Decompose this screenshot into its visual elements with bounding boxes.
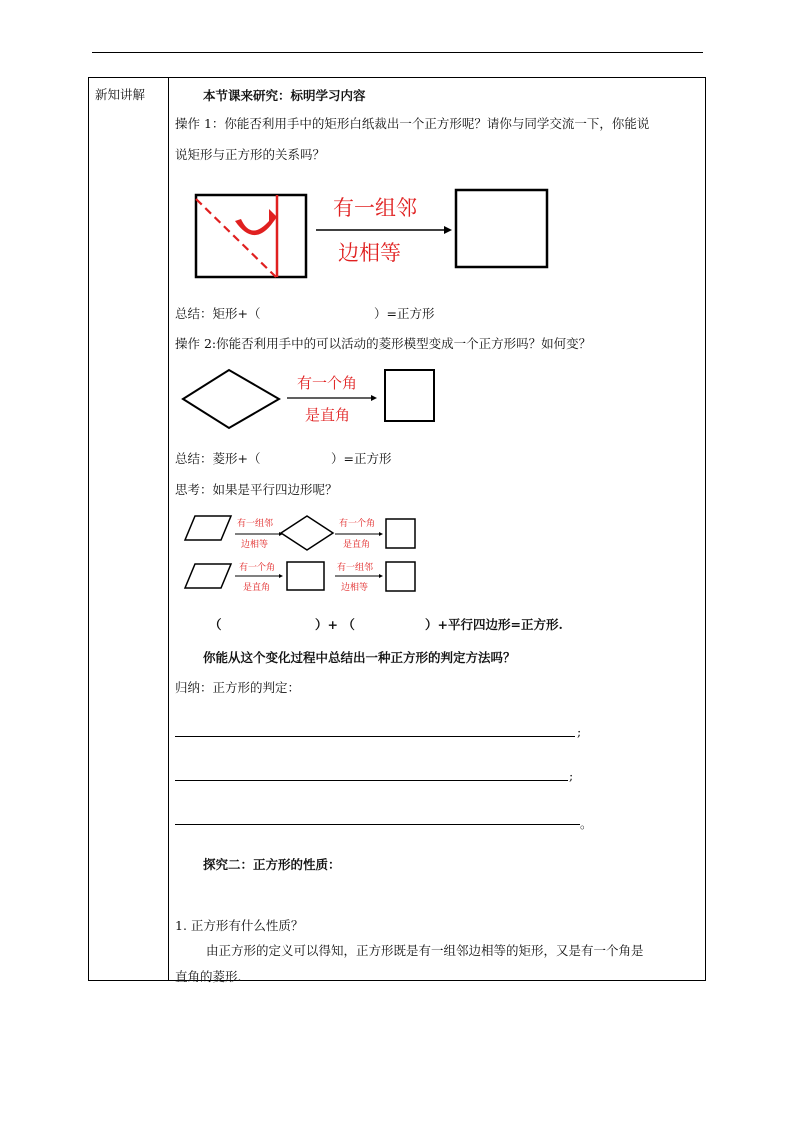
parallelogram-flow: [183, 514, 423, 596]
header-rule: [92, 52, 703, 53]
q1-text: 1. 正方形有什么性质？: [175, 918, 304, 933]
arrow-head-icon: [279, 574, 283, 578]
arrow-head-icon: [379, 574, 383, 578]
rectangle-shape: [287, 562, 324, 590]
answer-blank-3[interactable]: [175, 824, 580, 825]
arrow-head-icon: [371, 395, 377, 401]
fold-dashed-line: [196, 199, 276, 277]
op1-line2: 说矩形与正方形的关系吗？: [175, 147, 326, 162]
square-shape: [456, 190, 547, 267]
flow-label: 有一组邻: [337, 563, 374, 573]
lesson-table: [88, 77, 706, 984]
think-text: 思考：如果是平行四边形呢？: [175, 482, 338, 497]
induction-text: 归纳：正方形的判定：: [175, 680, 301, 695]
question-text: 你能从这个变化过程中总结出一种正方形的判定方法吗？: [203, 650, 516, 665]
flow-label: 边相等: [341, 583, 369, 593]
def-line1: 由正方形的定义可以得知，正方形既是有一组邻边相等的矩形，又是有一个角是: [206, 943, 644, 958]
formula-p1: （: [209, 617, 222, 632]
column-divider: [168, 78, 169, 980]
flow-label: 边相等: [241, 540, 269, 550]
summary1-left: 总结：矩形+（: [175, 306, 261, 321]
row-label: 新知讲解: [95, 87, 146, 102]
answer-blank-2[interactable]: [175, 780, 568, 781]
flow-label: 有一个角: [339, 519, 376, 529]
rhombus-shape: [281, 516, 333, 550]
formula-p3: ）+平行四边形=正方形.: [425, 617, 563, 632]
op2-line1: 操作 2:你能否利用手中的可以活动的菱形模型变成一个正方形吗？如何变？: [175, 336, 592, 351]
rectangle-shape: [196, 195, 306, 277]
summary2-left: 总结：菱形+（: [175, 451, 261, 466]
square-shape: [385, 370, 434, 421]
rhombus-shape: [183, 370, 279, 428]
op2-arrow-top: 有一个角: [297, 374, 358, 392]
blank-end-2: ;: [569, 768, 574, 783]
op1-arrow-top: 有一组邻: [333, 196, 417, 220]
summary2-right: ）=正方形: [331, 451, 392, 466]
op1-line1: 操作 1：你能否利用手中的矩形白纸裁出一个正方形呢？请你与同学交流一下，你能说: [175, 116, 650, 131]
op2-figure: [181, 364, 451, 436]
op1-figure: [183, 181, 563, 281]
flow-label: 是直角: [343, 540, 371, 550]
op2-arrow-bottom: 是直角: [305, 406, 351, 424]
flow-label: 有一组邻: [237, 519, 274, 529]
parallelogram-shape: [185, 516, 231, 540]
arrow-head-icon: [379, 532, 383, 536]
parallelogram-shape: [185, 564, 231, 588]
square-shape: [386, 519, 415, 548]
summary1-right: ）=正方形: [374, 306, 435, 321]
intro-heading: 本节课来研究：标明学习内容: [203, 88, 366, 103]
blank-end-1: ;: [577, 724, 582, 739]
fold-arrow-icon: [235, 209, 277, 235]
flow-label: 有一个角: [239, 563, 276, 573]
formula-p2: ）+ （: [315, 617, 355, 632]
explore2-heading: 探究二：正方形的性质：: [203, 857, 341, 872]
square-shape: [386, 562, 415, 591]
blank-end-3: 。: [580, 816, 593, 831]
op1-arrow-bottom: 边相等: [338, 241, 401, 265]
arrow-head-icon: [444, 226, 452, 234]
answer-blank-1[interactable]: [175, 736, 575, 737]
flow-label: 是直角: [243, 583, 271, 593]
def-line2: 直角的菱形.: [175, 969, 242, 984]
